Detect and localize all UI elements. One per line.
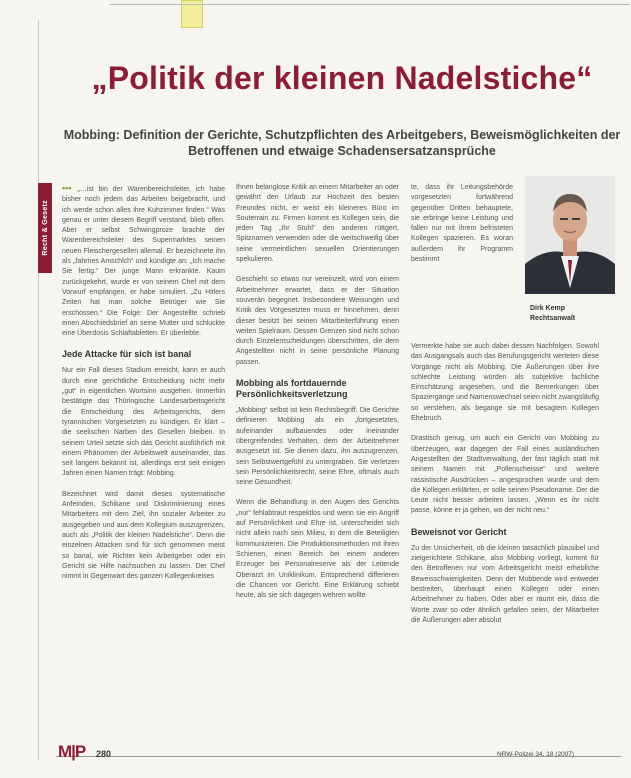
subheading-persoenlichkeit: Mobbing als fortdauernde Persönlichkeitsverletzung xyxy=(236,378,348,400)
author-photo xyxy=(525,176,615,294)
body-paragraph: Ihnen belanglose Kritik an einem Mitarbeiter an oder gewährt den Urlaub zur Hochzeit des besten Freundes nicht, er weist ein kleineres Büro im Souterrain zu. Firmen kommt es Kollegen sein, die jeden Tag „Ihr Stuhl“ den anderen rüttgert, Spitznamen verwenden oder die weitschweifig über seine vermeintlichen sexuellen Orientierungen spekulieren. xyxy=(236,184,399,264)
body-paragraph: „Mobbing“ selbst ist kein Rechtsbegriff. Die Gerichte definieren Mobbing als ein „fortgesetztes, aufeinander aufbauendes oder ineinander übergreifendes Verhalten, dem der Arbeitnehmer ausgesetzt ist. Sie dienen dazu, ihn auszugrenzen, sein Selbstwertgefühl zu untergraben. Sie verletzen sein Persönlichkeitsrecht, seine Ehre, oftmals auch seine Gesundheit. xyxy=(236,407,399,487)
margin-rule xyxy=(38,20,39,760)
page-number: 280 xyxy=(96,749,112,759)
article-column-1 xyxy=(62,183,225,592)
section-tab xyxy=(38,183,52,273)
body-paragraph: Nur ein Fall dieses Stadium erreicht, kann er auch durch eine gerichtliche Entscheidung nicht mehr „gut“ in eigentlichen Wortsinn ausgehen. Immerhin bestätigte das Thüringische Landesarbeitsgericht die Entscheidung des Arbeitsgerichts, dem tyrannischen Vorgesetzten zu kündigen. Er klärt – die seelischen Narben des Gesellen bleiben. In seinem Urteil setzte sich das Gericht ausführlich mit einem Phänomen der Arbeitswelt auseinander, das seit langem bekannt ist, allerdings erst seit einigen Jahren einen Namen trägt: Mobbing. xyxy=(62,367,225,478)
body-paragraph: Vermerkte habe sie auch dabei dessen Nachfolgen. Sowohl das Ausgangsals auch das Berufungsgericht werteten diese Vorgänge nicht als Mobbing. Die Äußerungen über ihre schlechte Leistung würden als subjektive fachliche Einschätzung angesehen, und die Bemerkungen über Spaziergänge und Namenswechsel seien nicht zwangsläufig so verstehen, als begange sie mit besagtem Kollegen Ehebruch. xyxy=(411,343,599,423)
author-name: Dirk Kemp xyxy=(530,305,566,312)
body-paragraph: Bezeichnet wird damit dieses systematische Anfeinden, Schikane und Diskriminierung eines Mitarbeiters mit dem Ziel, ihn sozialer Arbeiter zu ausgegeben und aus dem Kollegium auszugrenzen, auch als „Politik der kleinen Nadelstiche“. Denn die einzelnen Attacken sind für sich genommen meist so banal, wie Richter kein Arbeitgeber oder ein Gericht sie Hilfe nachsuchen zu lassen. Der Chef nimmt in Gegenwart des ganzen Kollegenkreises xyxy=(62,490,225,581)
article-subtitle: Mobbing: Definition der Gerichte, Schutzpflichten des Arbeitgebers, Beweismöglichkeiten der Betroffenen und etwaige Schadensersatzansprüche xyxy=(63,128,621,158)
subheading-banal: Jede Attacke für sich ist banal xyxy=(62,349,192,360)
article-column-2 xyxy=(236,183,399,611)
photo-caption xyxy=(530,304,620,323)
body-paragraph: Zu der Unsicherheit, ob die kleinen tatsächlich plausibel und zielgerichtete Schikane, also Mobbing vorliegt, kommt für den Betroffenen nur vom Arbeitsgericht meist erhebliche Beweisschwierigkeiten. Denn der Mobbende wird entweder bestreiten, überhaupt einen Kollegen oder einen Arbeitnehmer zu haben. Oder aber er räumt ein, dass die Worte zwar so oder ähnlich gefallen seien, der Mitarbeiter die Äußerungen aber absolut xyxy=(411,544,599,624)
header-rule xyxy=(110,4,630,5)
body-paragraph: te, dass ihr Leitungsbehörde vorgesetzten fortwährend gegenüber Dritten behauptete, sie erbringe keine Leistung und fallen nur mit ihrem befristeten Kollegen spazieren. Es woran außerdem ihr Programm bestimmt xyxy=(411,184,513,264)
publication-logo: M|P xyxy=(58,742,86,761)
intro-paragraph xyxy=(62,183,225,339)
lead-marker: ••• xyxy=(62,183,72,193)
article-title: „Politik der kleinen Nadelstiche“ xyxy=(91,60,593,96)
intro-text: „…ist bin der Warenbereichsleiter, ich habe bisher noch jedem das Arbeiten beigebracht, und ich werde schon alles ihre Kuhzimmer finden.“ Was genau er unter diesem Begriff verstand, blieb offen. Aber er selbst Schwingproze brachte der Warenbereichsleiter des Supermarktes seinen neuen Fleischergesellen allemal. Er bezeichnete ihn als „fahrnes Amschlch“ und kündigte an: „Ich mache Sie fertig.“ Der junge Mann erkrankte. Kaum zurückgekehrt, wurde er von seinem Chef mit dem Vorwurf empfangen, er habe simuliert. „Zu Hitlers Zeiten hat man solche Betrüger wie Sie erschossen.“ Die Folge: Der Angestellte schrieb einen Abschiedsbrief an seine Mutter und schluckte eine Überdosis Schlaftabletten. Er überlebte. xyxy=(62,186,225,338)
journal-citation: NRW-Polizei 34, 18 (2007) xyxy=(497,751,575,758)
author-role: Rechtsanwalt xyxy=(530,314,576,322)
article-column-3 xyxy=(411,342,599,636)
body-paragraph: Wenn die Behandlung in den Augen des Gerichts „nur“ fehlabtraut respektlos und wenn sie ein Angriff auf Persönlichkeit und Ehre ist, unterscheidet sich nicht allein nach sein Milieu, in dem die Beteiligten kommunizieren. Die Produktionsmethoden mit ihren Schienen, einen Bereich bei einem anderen Erzeuger bei Personalreserve als der Leitende Oberarzt im Uniklinikum. Entsprechend differieren die Chancen vor Gericht. Eine Erklärung schiebt heute, als sie sich dagegen wehren wollte xyxy=(236,499,399,600)
subheading-beweisnot: Beweisnot vor Gericht xyxy=(411,526,507,537)
author-portrait-image xyxy=(525,176,615,294)
article-column-3-top xyxy=(411,183,513,275)
section-tab-label: Recht & Gesetz xyxy=(41,200,49,256)
body-paragraph: Drastisch genug, um auch ein Gericht von Mobbing zu überzeugen, war dagegen der Fall eines ausländischen Angestellten der Stadtverwaltung, der fast täglich statt mit seinem Namen mit „Pollenscheisse“ und weitere rassistische Ausdrücken – angesprochen wurde und dem die Kollegen erklärten, er solle seinen Pseudoname. Der die Leute nicht besser arbeiten lassen. „Wenn es ihr nicht passe, könne er ja gehen, wo der nicht neu.“ xyxy=(411,435,599,515)
body-paragraph: Geschieht so etwas nur vereinzelt, wird von einem Arbeitnehmer erwartet, dass er der Situation souverän begegnet. Insbesondere Weisungen und Kritik des Vorgesetzten muss er hinnehmen, denn dieser besitzt bei seinen Mitarbeiterführung einen weiten Spielraum. Dessen Grenzen sind nicht schon durch Einzelentscheidungen überschritten, die dem Angestellten nicht in seine persönliche Planung passen. xyxy=(236,276,399,366)
